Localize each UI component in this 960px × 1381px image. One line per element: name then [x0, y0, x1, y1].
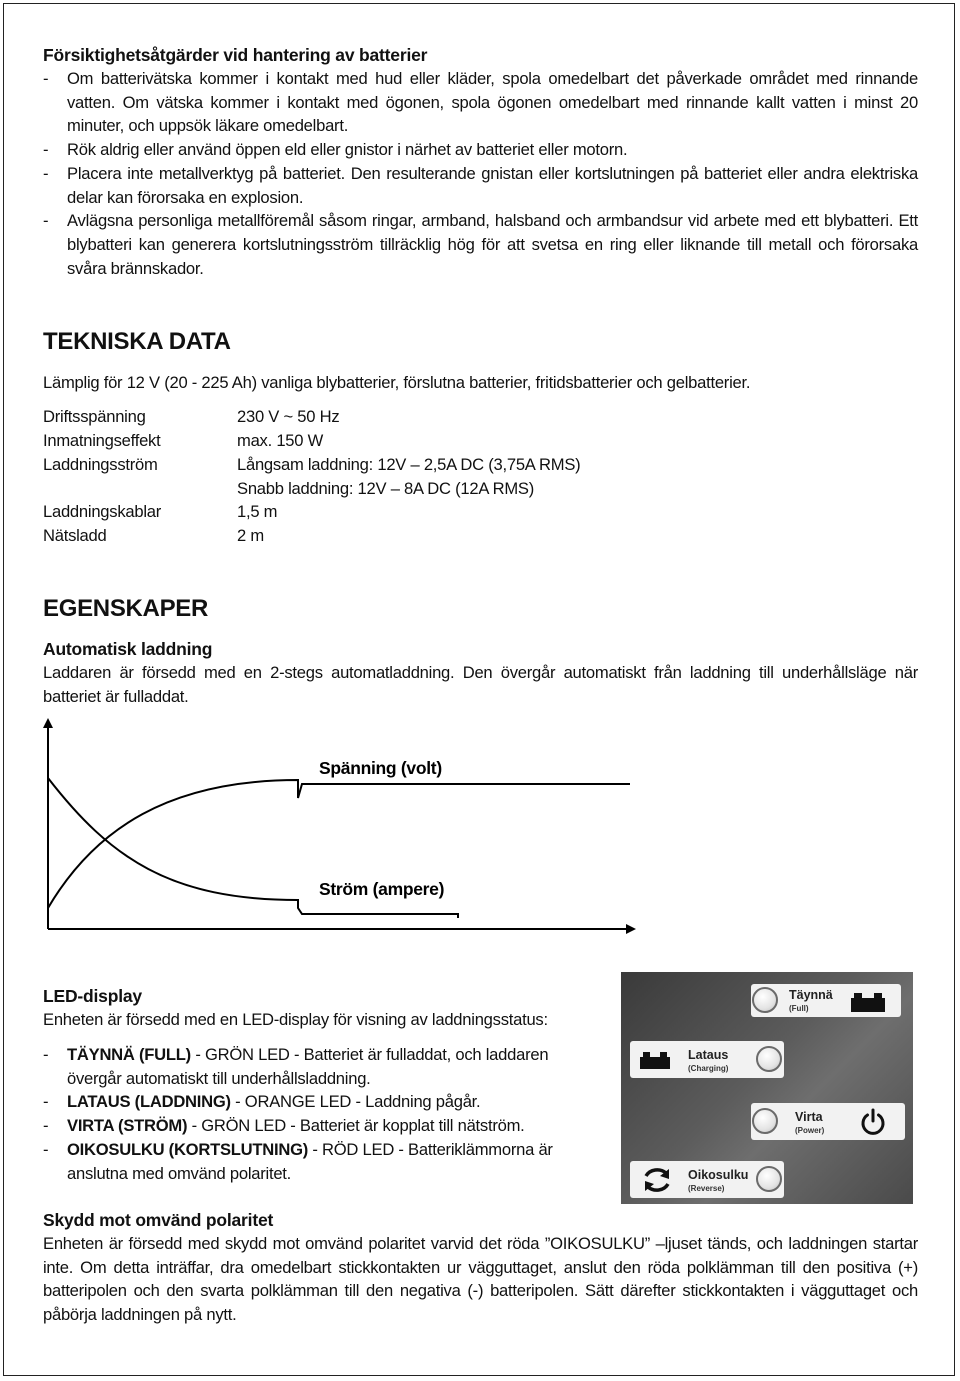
spec-row	[43, 405, 339, 429]
list-item-text: Om batterivätska kommer i kontakt med hud eller kläder, spola omedelbart det påverkade området med rinnande vatten. Om vätska kommer i kontakt med ögonen, spola ögonen omedelbart med rinnande kallt vatten i minst 20 minuter, och uppsök läkare omedelbart.	[67, 69, 918, 136]
led-status-text: - ORANGE LED - Laddning pågår.	[230, 1092, 481, 1112]
reverse-label: Oikosulku	[688, 1168, 749, 1182]
spec-value: 230 V ~ 50 Hz	[237, 407, 340, 426]
led-status-text: - GRÖN LED - Batteriet är kopplat till nätström.	[187, 1116, 525, 1136]
tech-intro: Lämplig för 12 V (20 - 225 Ah) vanliga blybatterier, förslutna batterier, fritidsbatterier och gelbatterier.	[43, 373, 751, 392]
list-item-text: Placera inte metallverktyg på batteriet. Den resulterande gnistan eller kortslutningen på batteriet eller andra elektriska delar kan förorsaka en explosion.	[67, 163, 918, 207]
spec-value: 2 m	[237, 526, 264, 545]
panel-full	[751, 984, 901, 1017]
spec-label: Laddningskablar	[43, 502, 162, 521]
led-status-name: OIKOSULKU (KORTSLUTNING)	[67, 1139, 309, 1159]
current-label: Ström (ampere)	[319, 879, 445, 899]
spec-label: Driftsspänning	[43, 407, 146, 426]
spec-row	[43, 429, 323, 453]
features-heading: EGENSKAPER	[43, 595, 209, 622]
led-status-name: TÄYNNÄ (FULL)	[67, 1045, 191, 1064]
list-item: - Om batterivätska kommer i kontakt med hud eller kläder, spola omedelbart det påverkade området med rinnande vatten. Om vätska kommer i kontakt med ögonen, spola ögonen omedelbart med rinnande kallt vatten i minst 20 minuter, och uppsök läkare omedelbart.	[43, 69, 918, 136]
spec-label: Laddningsström	[43, 455, 158, 474]
y-axis-arrow	[43, 718, 53, 728]
charging-sublabel: (Charging)	[688, 1064, 729, 1073]
led-intro: Enheten är försedd med en LED-display för visning av laddningsstatus:	[43, 1010, 548, 1029]
power-led	[752, 1108, 778, 1134]
list-item-text: Avlägsna personliga metallföremål såsom ringar, armband, halsband och armbandsur vid arbete med ett blybatteri. Ett blybatteri kan generera kortslutningsström tillräcklig hög för att svetsa en ring eller liknande till metall och förorsaka svåra brännskador.	[67, 211, 918, 278]
list-item: - Placera inte metallverktyg på batteriet. Den resulterande gnistan eller kortslutningen på batteriet eller andra elektriska delar kan förorsaka en explosion.	[43, 163, 918, 207]
led-title: LED-display	[43, 986, 142, 1006]
list-item-text: Rök aldrig eller använd öppen eld eller gnistor i närhet av batteriet eller motorn.	[67, 140, 628, 160]
auto-charge-text: Laddaren är försedd med en 2-stegs automatladdning. Den övergår automatiskt från laddning till underhållsläge när batteriet är fulladdat.	[43, 663, 918, 706]
panel-power	[751, 1103, 905, 1140]
led-status-text: - RÖD LED - Batteriklämmorna är anslutna med omvänd polaritet.	[67, 1139, 553, 1183]
panel-reverse	[630, 1161, 784, 1198]
led-panel-photo	[621, 972, 913, 1204]
spec-value: Långsam laddning: 12V – 2,5A DC (3,75A RMS)	[237, 455, 581, 474]
led-status-text: - GRÖN LED - Batteriet är fulladdat, och laddaren övergår automatiskt till underhållsladdning.	[67, 1045, 549, 1088]
list-item: - LATAUS (LADDNING) - ORANGE LED - Laddning pågår.	[43, 1092, 481, 1112]
full-led	[752, 987, 778, 1013]
spec-row	[43, 477, 534, 501]
spec-value: 1,5 m	[237, 502, 278, 521]
x-axis-arrow	[626, 924, 636, 934]
polarity-title: Skydd mot omvänd polaritet	[43, 1210, 274, 1230]
spec-value: max. 150 W	[237, 431, 324, 450]
spec-label: Inmatningseffekt	[43, 431, 161, 450]
spec-row	[43, 500, 277, 524]
list-item: - TÄYNNÄ (FULL) - GRÖN LED - Batteriet är fulladdat, och laddaren övergår automatiskt till underhållsladdning.	[43, 1045, 549, 1088]
spec-label: Nätsladd	[43, 526, 107, 545]
charging-curve-diagram	[40, 718, 640, 938]
list-item: - Avlägsna personliga metallföremål såsom ringar, armband, halsband och armbandsur vid arbete med ett blybatteri. Ett blybatteri kan generera kortslutningsström tillräcklig hög för att svetsa en ring eller liknande till metall och förorsaka svåra brännskador.	[43, 211, 918, 278]
full-label: Täynnä	[789, 988, 833, 1002]
full-sublabel: (Full)	[789, 1004, 809, 1013]
spec-value: Snabb laddning: 12V – 8A DC (12A RMS)	[237, 479, 534, 498]
polarity-text: Enheten är försedd med skydd mot omvänd polaritet varvid det röda ”OIKOSULKU” –ljuset tänds, och laddningen startar inte. Om detta inträffar, dra omedelbart stickkontakten ur vägguttaget, anslut den röda polklämman till den positiva (+) batteripolen och den svarta polklämman till den negativa (-) batteripolen. Sätt därefter stickkontakten i vägguttaget och påbörja laddningen på nytt.	[43, 1234, 918, 1325]
charging-label: Lataus	[688, 1048, 729, 1062]
spec-row	[43, 453, 580, 477]
precautions-list	[43, 67, 918, 280]
power-sublabel: (Power)	[795, 1126, 825, 1135]
voltage-label: Spänning (volt)	[319, 758, 442, 778]
list-item: - VIRTA (STRÖM) - GRÖN LED - Batteriet är kopplat till nätström.	[43, 1116, 525, 1136]
led-list	[43, 1043, 588, 1185]
list-item: - Rök aldrig eller använd öppen eld eller gnistor i närhet av batteriet eller motorn.	[43, 140, 628, 160]
battery-icon	[851, 992, 885, 1012]
tech-heading: TEKNISKA DATA	[43, 328, 231, 355]
charging-led	[756, 1046, 782, 1072]
led-status-name: LATAUS (LADDNING)	[67, 1092, 231, 1112]
power-label: Virta	[795, 1110, 823, 1124]
reverse-arrows-icon	[642, 1166, 672, 1194]
auto-charge-title: Automatisk laddning	[43, 639, 213, 659]
list-item: - OIKOSULKU (KORTSLUTNING) - RÖD LED - Batteriklämmorna är anslutna med omvänd polaritet.	[43, 1139, 553, 1183]
battery-icon	[640, 1051, 670, 1069]
panel-charging	[630, 1041, 784, 1078]
reverse-led	[756, 1166, 782, 1192]
spec-row	[43, 524, 264, 548]
led-status-name: VIRTA (STRÖM)	[67, 1116, 188, 1136]
precautions-title: Försiktighetsåtgärder vid hantering av batterier	[43, 45, 428, 65]
power-icon	[859, 1108, 887, 1136]
reverse-sublabel: (Reverse)	[688, 1184, 725, 1193]
